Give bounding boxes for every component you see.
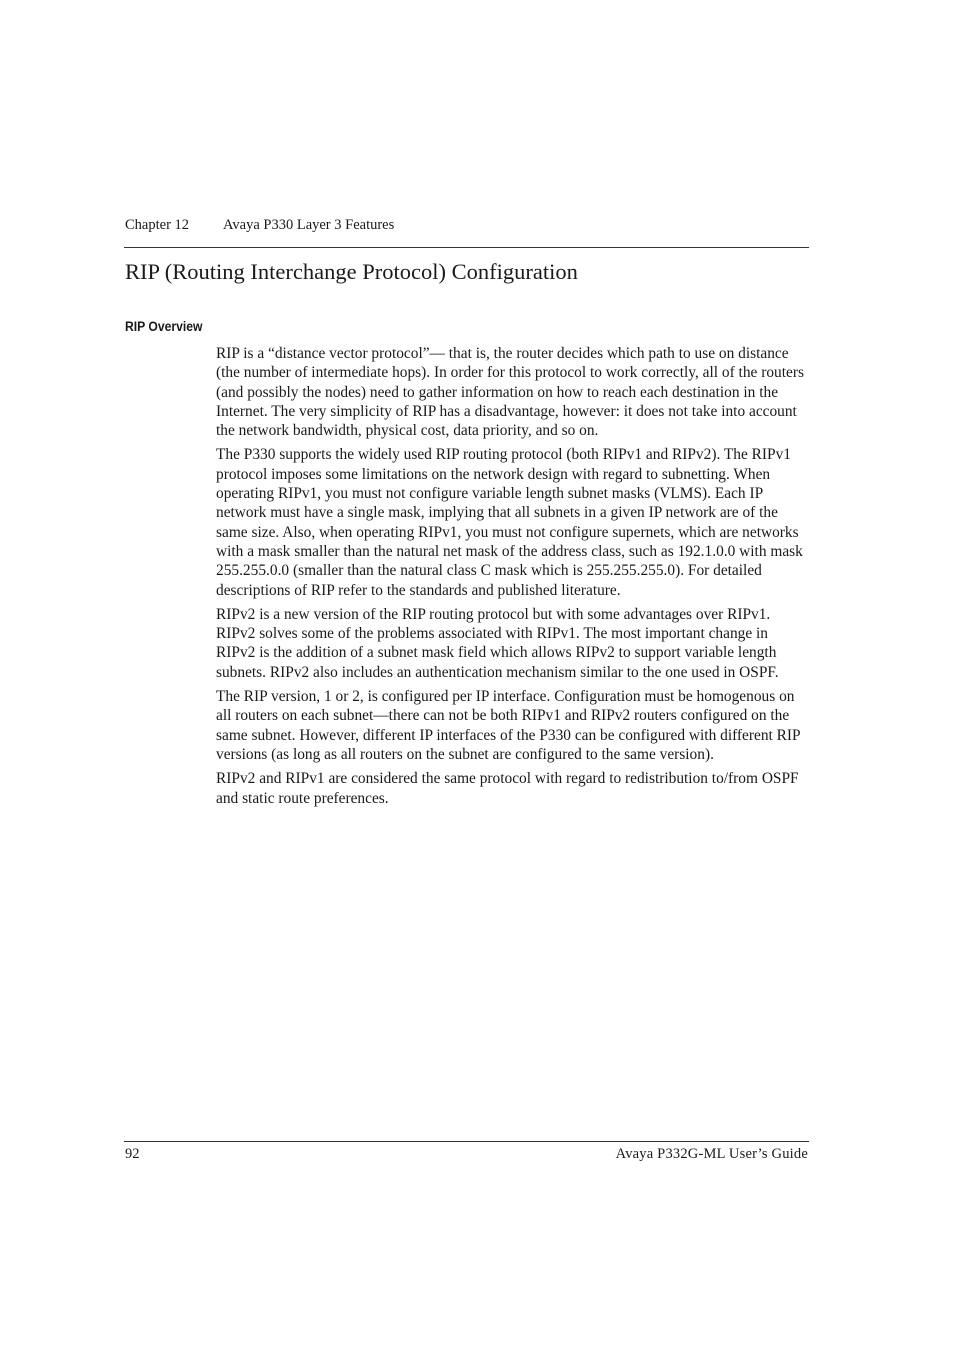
paragraph: The P330 supports the widely used RIP routing protocol (both RIPv1 and RIPv2). The RIPv1 protocol imposes some limitations on the network design with regard to subnetting. When operating RIPv1, you must not configure variable length subnet masks (VLMS). Each IP network must have a single mask, implying that all subnets in a given IP network are of the same size. Also, when operating RIPv1, you must not configure supernets, which are networks with a mask smaller than the natural net mask of the address class, such as 192.1.0.0 with mask 255.255.0.0 (smaller than the natural class C mask which is 255.255.255.0). For detailed descriptions of RIP refer to the standards and published literature. <box>216 446 803 599</box>
paragraph: The RIP version, 1 or 2, is configured per IP interface. Configuration must be homogenous on all routers on each subnet—there can not be both RIPv1 and RIPv2 routers configured on the same subnet. However, different IP interfaces of the P330 can be configured with different RIP versions (as long as all routers on the subnet are configured to the same version). <box>216 688 801 763</box>
page-number: 92 <box>125 1146 140 1162</box>
paragraph: RIP is a “distance vector protocol”— that is, the router decides which path to use on distance (the number of intermediate hops). In order for this protocol to work correctly, all of the routers (and possibly the nodes) need to gather information on how to reach each destination in the Internet. The very simplicity of RIP has a disadvantage, however: it does not take into account the network bandwidth, physical cost, data priority, and so on. <box>216 345 804 440</box>
book-title: Avaya P332G-ML User’s Guide <box>615 1146 808 1162</box>
chapter-title: Avaya P330 Layer 3 Features <box>223 217 395 233</box>
chapter-number: Chapter 12 <box>125 217 190 233</box>
subsection-title: RIP Overview <box>125 319 203 334</box>
running-header <box>125 216 809 234</box>
body-text <box>216 344 811 813</box>
footer-divider <box>124 1141 809 1142</box>
paragraph: RIPv2 and RIPv1 are considered the same protocol with regard to redistribution to/from OSPF and static route preferences. <box>216 770 799 807</box>
header-divider <box>124 247 809 248</box>
section-title: RIP (Routing Interchange Protocol) Configuration <box>125 259 578 284</box>
paragraph: RIPv2 is a new version of the RIP routing protocol but with some advantages over RIPv1. RIPv2 solves some of the problems associated with RIPv1. The most important change in RIPv2 is the addition of a subnet mask field which allows RIPv2 to support variable length subnets. RIPv2 also includes an authentication mechanism similar to the one used in OSPF. <box>216 605 779 681</box>
